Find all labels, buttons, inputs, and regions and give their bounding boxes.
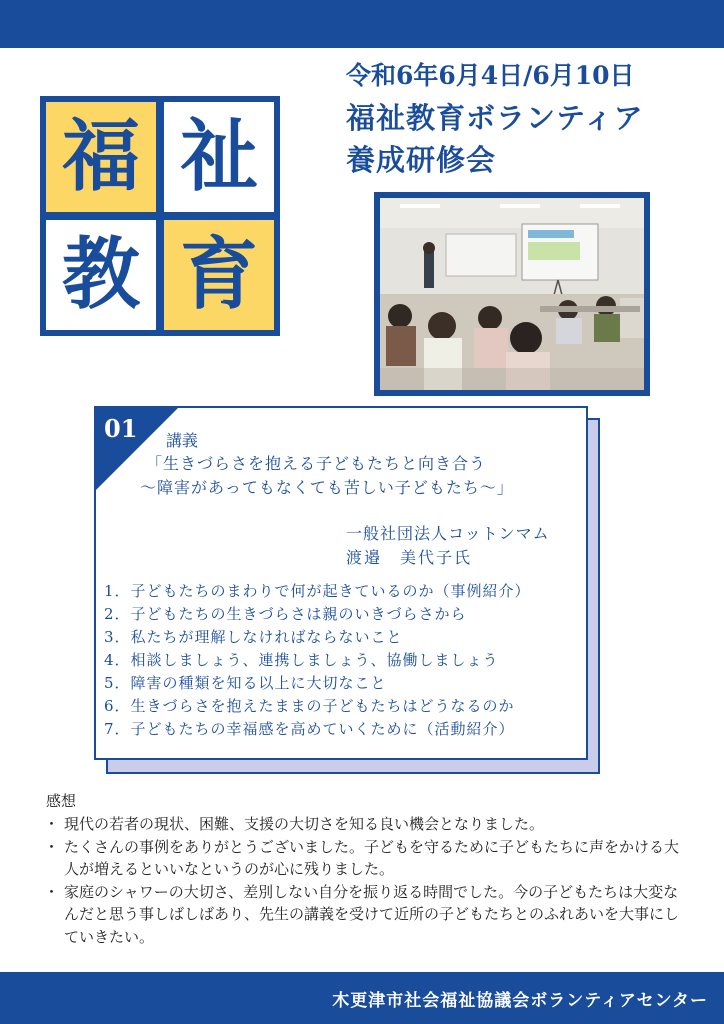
lecture-card xyxy=(94,406,588,760)
lecture-topic: 6．生きづらさを抱えたままの子どもたちはどうなるのか xyxy=(104,697,515,715)
impression-item: ・ 家庭のシャワーの大切さ、差別しない自分を振り返る時間でした。今の子どもたちは大変なんだと思う事しばしばあり、先生の講義を受けて近所の子どもたちとのふれあいを大事にしていきたい。 xyxy=(46,881,686,949)
event-date: 令和6年6月4日/6月10日 xyxy=(346,61,635,90)
lecturer-organization: 一般社団法人コットンマム xyxy=(346,524,550,543)
footer-banner xyxy=(0,972,724,1024)
lecture-label: 講義 xyxy=(166,431,199,450)
impressions-list xyxy=(46,813,686,948)
lecture-topic: 1．子どもたちのまわりで何が起きているのか（事例紹介） xyxy=(104,582,531,600)
logo-char-kyou: 教 xyxy=(46,220,156,330)
logo-char-iku: 育 xyxy=(164,220,274,330)
lecture-number: 01 xyxy=(104,414,138,443)
impression-item: ・ たくさんの事例をありがとうございました。子どもを守るために子どもたちに声をかける大人が増えるといいなというのが心に残りました。 xyxy=(46,836,686,881)
lecture-topic: 3．私たちが理解しなければならないこと xyxy=(104,628,403,646)
page-title-line1: 福祉教育ボランティア xyxy=(346,101,644,135)
lecture-topic: 7．子どもたちの幸福感を高めていくために（活動紹介） xyxy=(104,720,515,738)
seminar-photo-image xyxy=(380,198,644,390)
logo-fukushi-kyouiku xyxy=(40,96,280,336)
impressions-heading: 感想 xyxy=(46,792,77,810)
lecturer-name: 渡邉 美代子氏 xyxy=(346,548,473,567)
lecture-title-line1: 「生きづらさを抱える子どもたちと向き合う xyxy=(146,454,487,473)
lecture-topic: 5．障害の種類を知る以上に大切なこと xyxy=(104,674,387,692)
impression-item: ・ 現代の若者の現状、困難、支援の大切さを知る良い機会となりました。 xyxy=(46,813,686,836)
lecture-topic-list xyxy=(104,580,531,741)
logo-char-shi: 祉 xyxy=(164,102,274,212)
top-banner xyxy=(0,0,724,48)
page-title-line2: 養成研修会 xyxy=(346,143,497,177)
lecture-topic: 2．子どもたちの生きづらさは親のいきづらさから xyxy=(104,605,467,623)
lecture-topic: 4．相談しましょう、連携しましょう、協働しましょう xyxy=(104,651,499,669)
footer-organization: 木更津市社会福祉協議会ボランティアセンター xyxy=(332,991,708,1011)
logo-char-fuku: 福 xyxy=(46,102,156,212)
seminar-photo xyxy=(374,192,650,396)
lecture-title-line2: ～障害があってもなくても苦しい子どもたち～」 xyxy=(140,478,514,497)
